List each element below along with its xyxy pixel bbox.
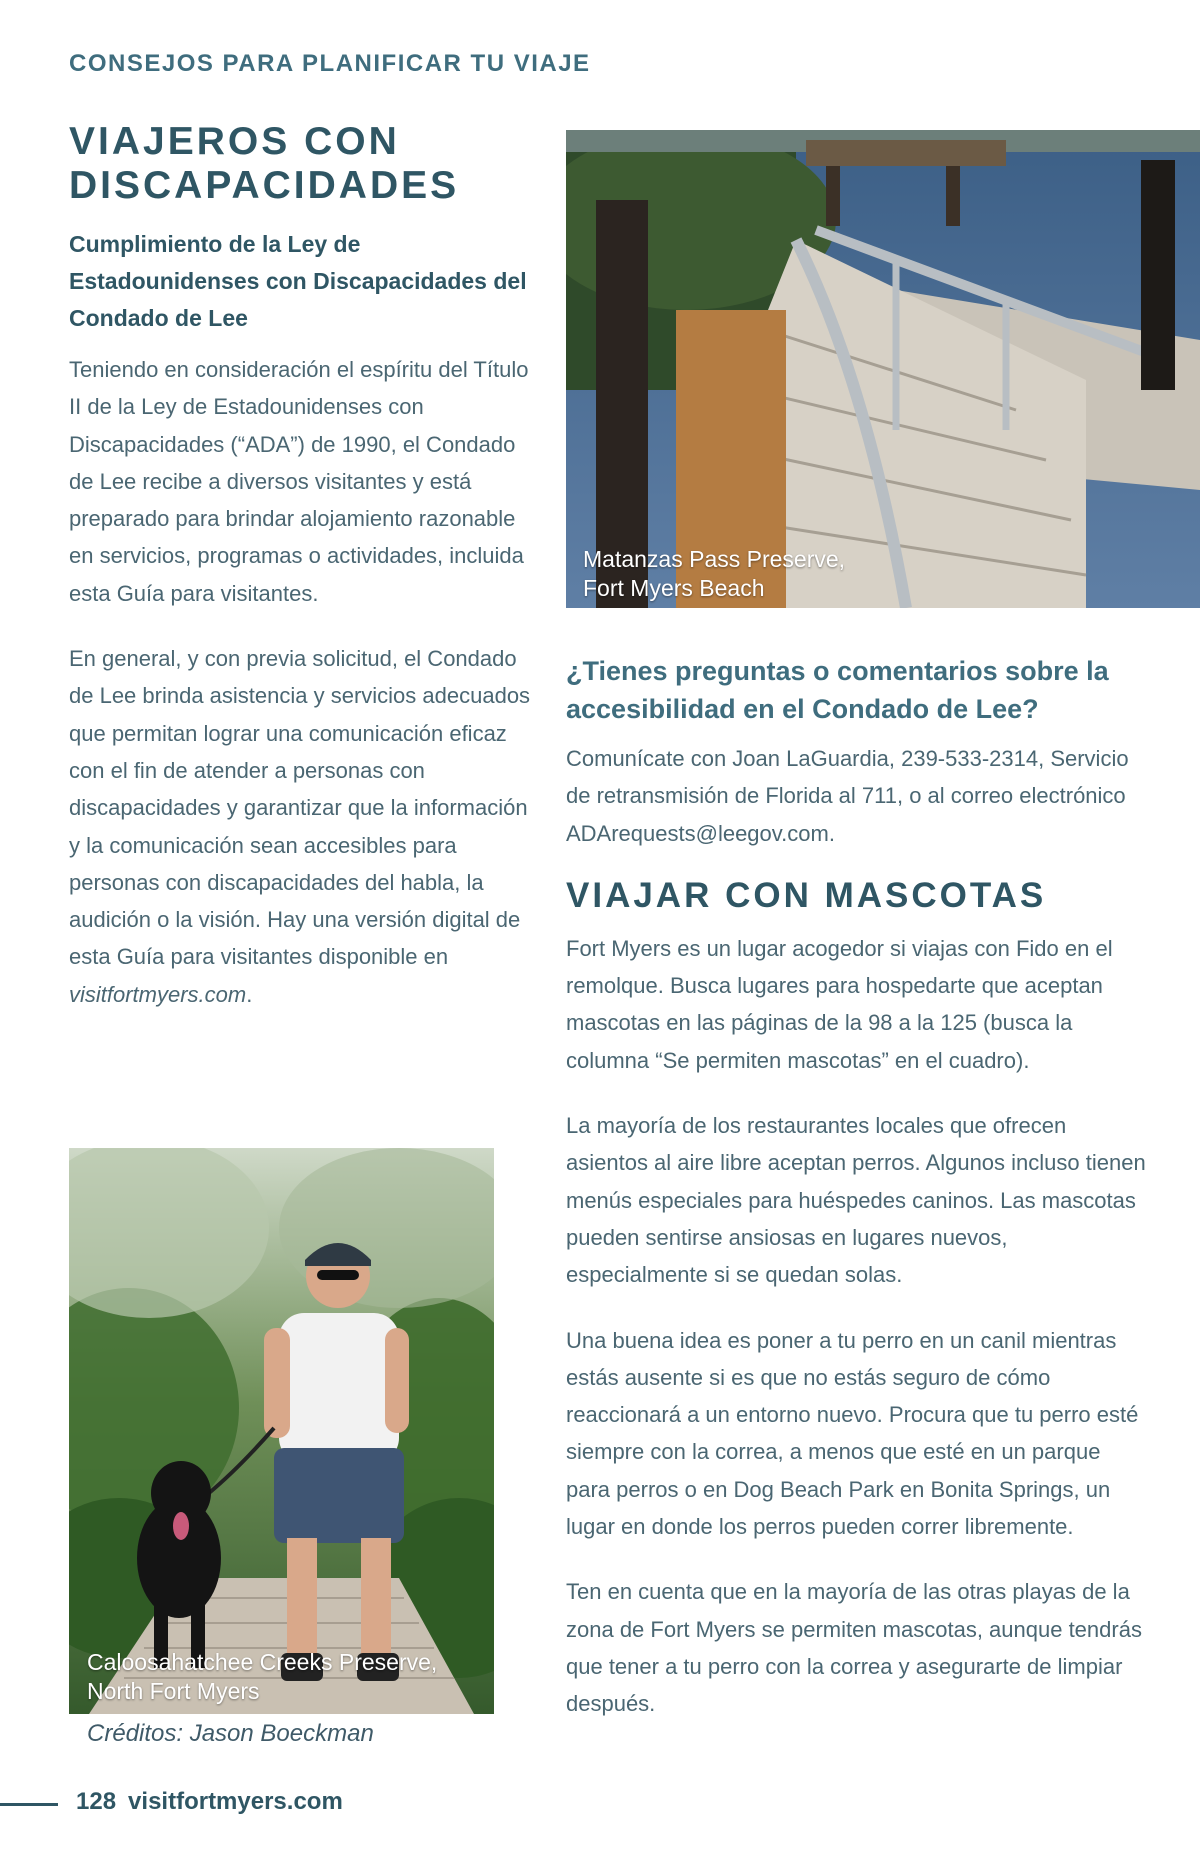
left-column xyxy=(69,120,539,1041)
ada-subtitle: Cumplimiento de la Ley de Estadounidenses con Discapacidades del Condado de Lee xyxy=(69,231,527,331)
footer xyxy=(76,1788,355,1816)
page-number: 128 xyxy=(76,1788,117,1815)
caption-line-2: North Fort Myers xyxy=(87,1678,260,1704)
pets-body xyxy=(566,930,1146,1723)
pets-paragraph-3: Una buena idea es poner a tu perro en un canil mientras estás ausente si es que no estás seguro de cómo reaccionará a un entorno nuevo. Procura que tu perro esté siempre con la correa, a menos que esté en un parque para perros o en Dog Beach Park en Bonita Springs, un lugar en donde los perros pueden correr libremente. xyxy=(566,1327,1139,1540)
title-line-2: DISCAPACIDADES xyxy=(69,164,460,207)
photo-caption-left xyxy=(87,1648,437,1706)
footer-site[interactable]: visitfortmyers.com xyxy=(128,1788,343,1815)
page-title xyxy=(69,120,539,208)
section-label: CONSEJOS PARA PLANIFICAR TU VIAJE xyxy=(69,50,591,77)
man-dog-illustration xyxy=(69,1148,494,1714)
photo-man-with-dog xyxy=(69,1148,494,1714)
caption-line-1: Matanzas Pass Preserve, xyxy=(583,546,846,572)
contact-text: Comunícate con Joan LaGuardia, 239-533-2314, Servicio de retransmisión de Florida al 711, o al correo electrónico ADArequests@leegov.com. xyxy=(566,746,1129,846)
ada-paragraph-2 xyxy=(69,640,539,1013)
pets-paragraph-4: Ten en cuenta que en la mayoría de las otras playas de la zona de Fort Myers se permiten mascotas, aunque tendrás que tener a tu perro con la correa y asegurarte de limpiar después. xyxy=(566,1579,1142,1717)
pets-paragraph-1: Fort Myers es un lugar acogedor si viajas con Fido en el remolque. Busca lugares para hospedarte que aceptan mascotas en las páginas de la 98 a la 125 (busca la columna “Se permiten mascotas” en el cuadro). xyxy=(566,935,1113,1073)
caption-line-1: Caloosahatchee Creeks Preserve, xyxy=(87,1649,438,1675)
pets-paragraph-2: La mayoría de los restaurantes locales que ofrecen asientos al aire libre aceptan perros. Algunos incluso tienen menús especiales para huéspedes caninos. Las mascotas pueden sentirse ansiosas en lugares nuevos, especialmente si se quedan solas. xyxy=(566,1113,1146,1288)
ada-paragraph-1: Teniendo en consideración el espíritu del Título II de la Ley de Estadounidenses con Discapacidades (“ADA”) de 1990, el Condado de Lee recibe a diversos visitantes y está preparado para brindar alojamiento razonable en servicios, programas o actividades, incluida esta Guía para visitantes. xyxy=(69,357,529,606)
caption-line-2: Fort Myers Beach xyxy=(583,575,765,601)
title-line-1: VIAJEROS CON xyxy=(69,120,400,163)
period: . xyxy=(246,981,253,1007)
ada-body xyxy=(69,351,539,1013)
photo-dock-ramp xyxy=(566,130,1200,608)
right-column xyxy=(566,610,1146,1751)
photo-credit: Créditos: Jason Boeckman xyxy=(87,1720,374,1747)
footer-rule xyxy=(0,1803,58,1806)
dock-illustration xyxy=(566,130,1200,608)
pets-title: VIAJAR CON MASCOTAS xyxy=(566,875,1047,915)
photo-caption-right xyxy=(583,545,845,603)
accessibility-question: ¿Tienes preguntas o comentarios sobre la accesibilidad en el Condado de Lee? xyxy=(566,656,1109,724)
visitfortmyers-link[interactable]: visitfortmyers.com xyxy=(69,981,247,1007)
ada-paragraph-2-text: En general, y con previa solicitud, el Condado de Lee brinda asistencia y servicios adecuados que permitan lograr una comunicación eficaz con el fin de atender a personas con discapacidades y garantizar que la información y la comunicación sean accesibles para personas con discapacidades del habla, la audición o la visión. Hay una versión digital de esta Guía para visitantes disponible en xyxy=(69,646,531,970)
